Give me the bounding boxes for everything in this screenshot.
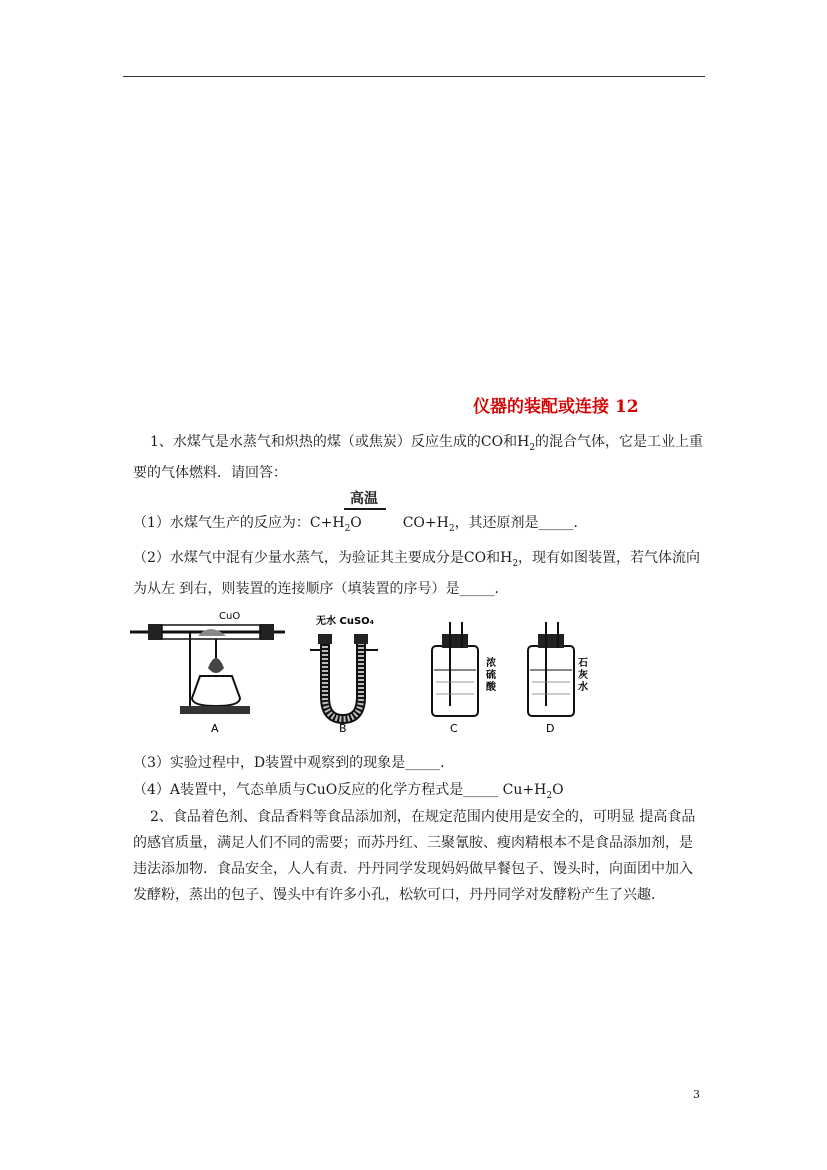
label-d-3: 水 — [578, 682, 588, 693]
page-title: 仪器的装配或连接 12 — [473, 397, 639, 417]
question-1-part-3: （3）实验过程中，D装置中观察到的现象是_____． — [133, 755, 455, 771]
question-1-part-4: （4）A装置中，气态单质与CuO反应的化学方程式是_____ $Cu+H_2O$ — [133, 782, 564, 801]
question-1-intro: 1、水煤气是水蒸气和炽热的煤（或焦炭）反应生成的CO和$H_2$的混合气体，它是工业上重要的气体燃料．请回答： — [133, 434, 704, 481]
reaction-condition: 高温 — [350, 491, 378, 507]
label-c-2: 硫 — [486, 670, 496, 681]
apparatus-b — [310, 634, 378, 719]
letter-c: C — [450, 722, 458, 735]
apparatus-a — [130, 624, 285, 714]
question-1-part-2: （2）水煤气中混有少量水蒸气，为验证其主要成分是CO和$H_2$，现有如图装置，若气体流向为从左 到右，则装置的连接顺序（填装置的序号）是_____． — [133, 550, 701, 597]
label-cuo: CuO — [219, 611, 241, 622]
reaction-arrow-bar — [344, 508, 386, 510]
apparatus-c — [432, 622, 478, 716]
label-c-3: 酸 — [486, 682, 496, 693]
label-c-1: 浓 — [486, 658, 496, 669]
apparatus-d — [528, 622, 574, 716]
label-anhydrous-cuso4: 无水 CuSO₄ — [316, 616, 375, 627]
letter-d: D — [546, 722, 555, 735]
label-d-1: 石 — [578, 658, 588, 669]
letter-a: A — [211, 722, 219, 735]
letter-b: B — [339, 722, 347, 735]
question-1-part-1: （1）水煤气生产的反应为：$C+H_2O$ $CO+H_2$，其还原剂是_____． — [133, 515, 588, 534]
page-number: 3 — [693, 1088, 700, 1101]
label-d-2: 灰 — [578, 670, 588, 681]
header-rule — [123, 76, 705, 77]
question-2: 2、食品着色剂、食品香料等食品添加剂，在规定范围内使用是安全的，可明显 提高食品的感官质量，满足人们不同的需要；而苏丹红、三聚氰胺、瘦肉精根本不是食品添加剂，是违法添加物．食品安全，人人有责．丹丹同学发现妈妈做早餐包子、馒头时，向面团中加入发酵粉，蒸出的包子、馒头中有许多小孔，松软可口，丹丹同学对发酵粉产生了兴趣． — [133, 809, 696, 903]
apparatus-figure — [130, 606, 590, 736]
